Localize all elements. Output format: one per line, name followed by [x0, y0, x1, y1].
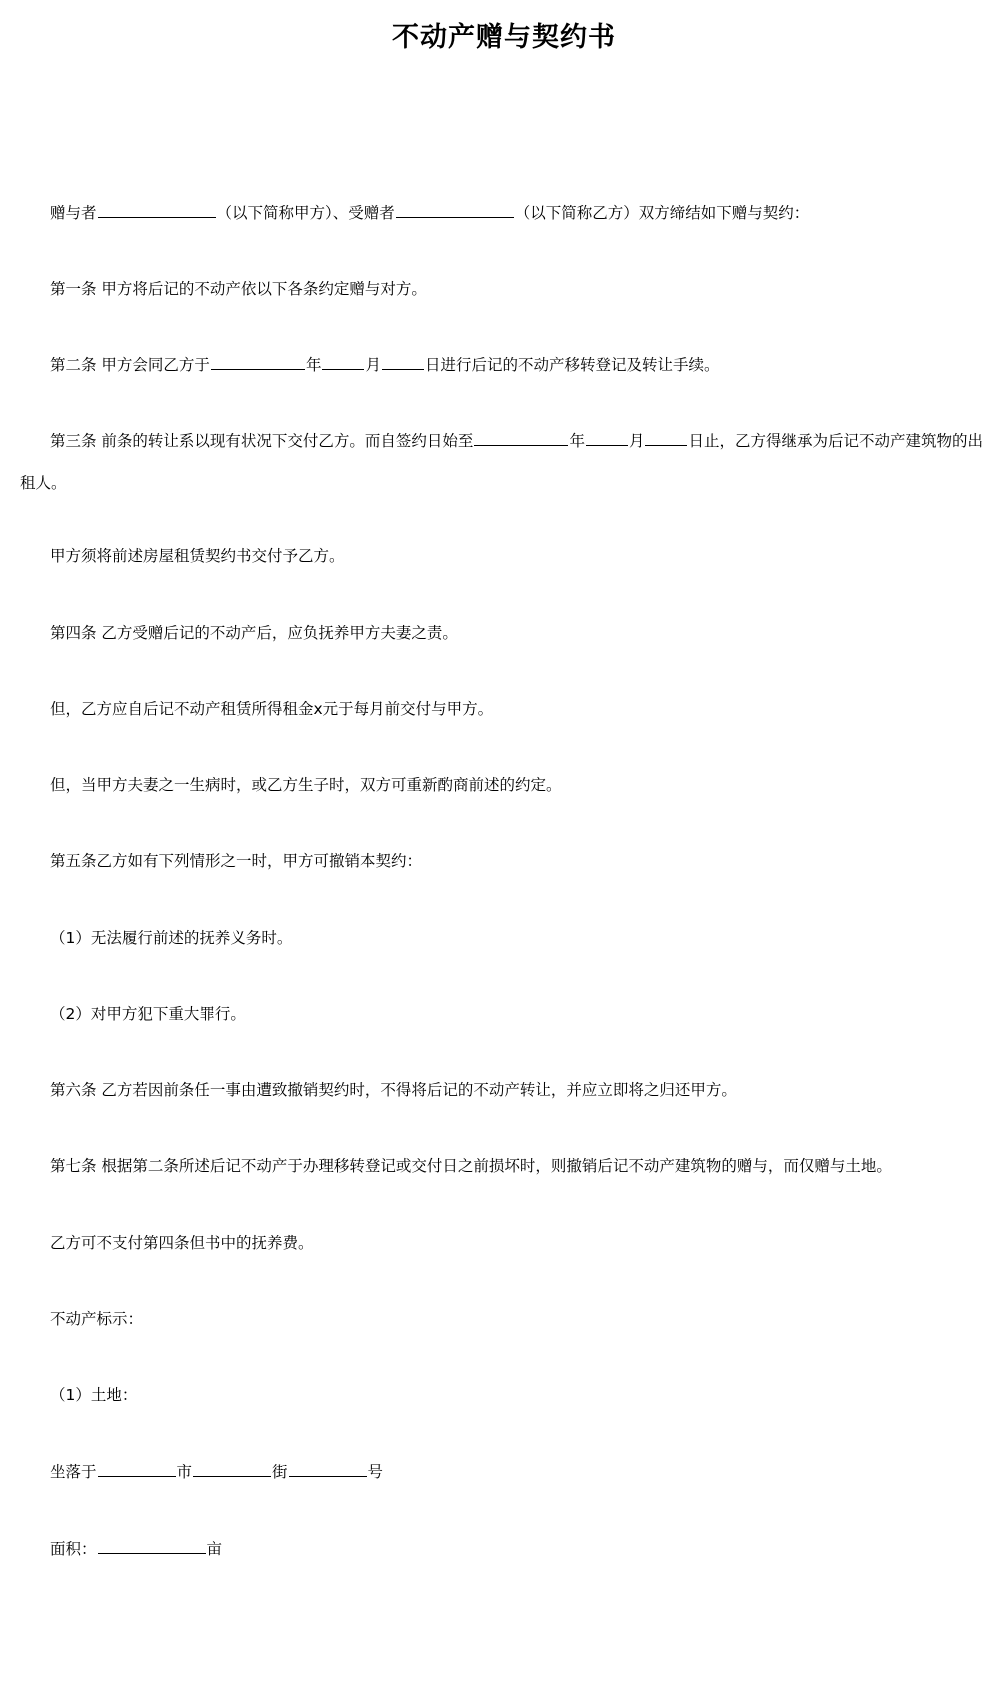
street-blank [193, 1475, 271, 1477]
month-label: 月 [628, 432, 645, 450]
location-line [50, 1453, 996, 1491]
donee-note: （以下简称乙方）双方缔结如下赠与契约： [514, 204, 810, 222]
article-1: 第一条 甲方将后记的不动产依以下各条约定赠与对方。 [50, 280, 427, 298]
article-5-item-2: （2）对甲方犯下重大罪行。 [50, 1005, 246, 1023]
month-label: 月 [365, 356, 381, 374]
number-label: 号 [367, 1463, 384, 1481]
article-5: 第五条乙方如有下列情形之一时，甲方可撤销本契约： [50, 852, 423, 870]
article-3 [20, 420, 996, 504]
area-unit: 亩 [206, 1540, 223, 1558]
article-3-note: 甲方须将前述房屋租赁契约书交付予乙方。 [50, 547, 345, 565]
article-4-note-1: 但，乙方应自后记不动产租赁所得租金x元于每月前交付与甲方。 [50, 700, 494, 718]
article-7: 第七条 根据第二条所述后记不动产于办理移转登记或交付日之前损坏时，则撤销后记不动产建筑物的赠与，而仅赠与土地。 [50, 1157, 892, 1175]
day-blank [382, 368, 424, 370]
donor-note: （以下简称甲方）、受赠者 [216, 204, 395, 222]
donor-label: 赠与者 [50, 204, 97, 222]
year-label: 年 [305, 356, 322, 374]
month-blank [586, 444, 628, 446]
article-4: 第四条 乙方受赠后记的不动产后，应负抚养甲方夫妻之责。 [50, 624, 458, 642]
article-3-suffix: 日止，乙方得继承为后记不动产建筑物的出租人。 [20, 432, 983, 492]
article-5-item-1: （1）无法履行前述的抚养义务时。 [50, 929, 293, 947]
day-blank [645, 444, 687, 446]
article-2-suffix: 日进行后记的不动产移转登记及转让手续。 [424, 356, 720, 374]
document-title: 不动产赠与契约书 [392, 22, 616, 53]
month-blank [322, 368, 364, 370]
number-blank [289, 1475, 367, 1477]
land-label: （1）土地： [50, 1386, 138, 1404]
area-blank [98, 1552, 206, 1554]
article-3-prefix: 第三条 前条的转让系以现有状况下交付乙方。而自签约日始至 [50, 432, 474, 450]
intro-paragraph [50, 194, 996, 232]
article-2-prefix: 第二条 甲方会同乙方于 [50, 356, 210, 374]
article-6: 第六条 乙方若因前条任一事由遭致撤销契约时，不得将后记的不动产转让，并应立即将之归还甲方。 [50, 1081, 737, 1099]
year-label: 年 [569, 432, 585, 450]
city-blank [98, 1475, 176, 1477]
property-label: 不动产标示： [50, 1310, 144, 1328]
area-line [50, 1530, 996, 1568]
article-2 [50, 346, 996, 384]
article-4-note-2: 但，当甲方夫妻之一生病时，或乙方生子时，双方可重新酌商前述的约定。 [50, 776, 562, 794]
street-label: 街 [272, 1463, 288, 1481]
year-blank [211, 368, 305, 370]
article-7-note: 乙方可不支付第四条但书中的抚养费。 [50, 1234, 314, 1252]
donee-blank [396, 216, 514, 218]
donor-blank [98, 216, 216, 218]
year-blank [474, 444, 568, 446]
city-label: 市 [176, 1463, 193, 1481]
location-prefix: 坐落于 [50, 1463, 97, 1481]
area-prefix: 面积： [50, 1540, 97, 1558]
